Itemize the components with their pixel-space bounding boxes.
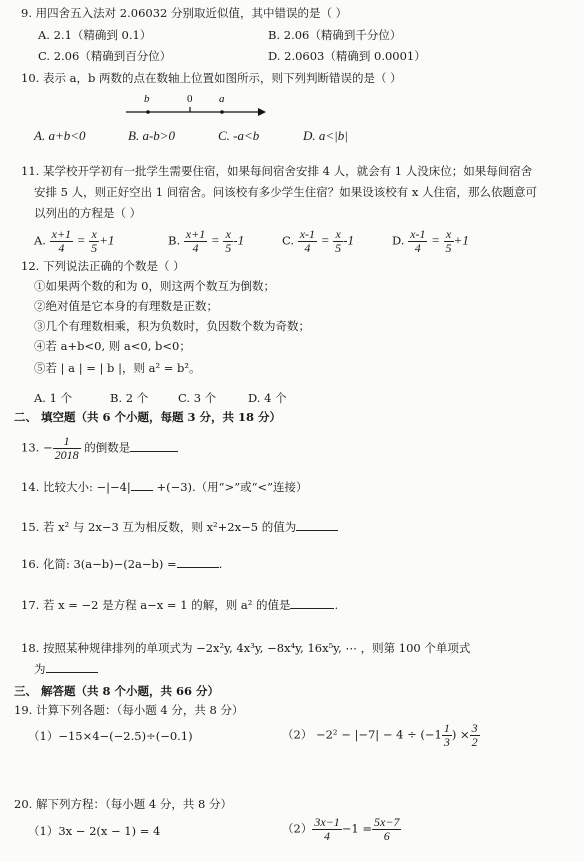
frac-tail: -1 xyxy=(343,232,354,248)
q14 xyxy=(21,478,307,495)
q17-text: 17. 若 x = −2 是方程 a−x = 1 的解，则 a² 的值是 xyxy=(21,598,291,612)
frac-num: x+1 xyxy=(51,227,72,241)
frac-num: 1 xyxy=(443,721,450,735)
q9-option-d: D. 2.0603（精确到 0.0001） xyxy=(268,49,426,63)
q11-option-b-label: B. xyxy=(168,233,181,248)
q11-option-a: A. $\frac{x+1}{4}$ = $\frac{x}{5}$ +1 xyxy=(34,227,115,255)
q11-line-3: 以列出的方程是（ ） xyxy=(34,206,142,220)
q11-line-1: 11. 某学校开学初有一批学生需要住宿，如果每间宿舍安排 4 人，就会有 1 人没床位；如果每间宿舍 xyxy=(21,164,533,178)
q12-statement-3: ③几个有理数相乘，积为负数时，负因数个数为奇数； xyxy=(34,319,310,333)
q10-option-c: C. -a<b xyxy=(218,128,260,143)
frac-num: 1 xyxy=(53,435,81,449)
q16: 16. 化简: 3(a−b)−(2a−b) = . xyxy=(21,557,223,571)
frac-den: 2 xyxy=(471,735,478,749)
q14-text-2: +(−3).（用“>”或“<”连接） xyxy=(152,480,308,494)
frac-num: 5x−7 xyxy=(374,815,400,829)
q10-stem: 10. 表示 a，b 两数的点在数轴上位置如图所示，则下列判断错误的是（ ） xyxy=(21,71,402,85)
frac-den: 4 xyxy=(192,241,199,255)
q13-text: 的倒数是 xyxy=(80,440,131,455)
q19-stem: 19. 计算下列各题：（每小题 4 分，共 8 分） xyxy=(14,703,244,717)
number-line-label-a: a xyxy=(219,93,225,105)
q12-statement-4: ④若 a+b<0, 则 a<0, b<0； xyxy=(34,339,191,353)
frac-den: 4 xyxy=(58,241,65,255)
answer-blank[interactable] xyxy=(131,478,153,491)
answer-blank[interactable] xyxy=(177,555,219,568)
q12-statement-2: ②绝对值是它本身的有理数是正数； xyxy=(34,299,218,313)
q11-option-a-label: A. xyxy=(34,233,46,248)
q19-part-2-text: （2） −2² − |−7| − 4 ÷ (−1 xyxy=(282,727,442,742)
q11-line-2: 安排 5 人，则正好空出 1 间宿舍。问该校有多少学生住宿？如果设该校有 x 人住宿，那么依题意可 xyxy=(34,185,538,199)
q20-stem: 20. 解下列方程：（每小题 4 分，共 8 分） xyxy=(14,797,232,811)
frac-den: 4 xyxy=(324,829,331,843)
q11-option-d-label: D. xyxy=(392,233,405,248)
number-line-diagram xyxy=(120,92,270,122)
frac-den: 4 xyxy=(414,241,421,255)
frac-num: x+1 xyxy=(185,227,206,241)
frac-den: 5 xyxy=(225,241,232,255)
q14-text-1: 14. 比较大小: −|−4| xyxy=(21,480,131,494)
q15-text: 15. 若 x² 与 2x−3 互为相反数，则 x²+2x−5 的值为 xyxy=(21,520,297,534)
q20-part-2-label: （2） xyxy=(282,821,313,836)
q9-option-c: C. 2.06（精确到百分位） xyxy=(38,49,172,63)
frac-num: x-1 xyxy=(299,227,316,241)
q19-part-2 xyxy=(282,722,480,749)
frac-den: 2018 xyxy=(54,448,79,462)
q19-part-2-mid: ) × xyxy=(451,727,470,742)
q11-option-c-label: C. xyxy=(282,233,295,248)
q12-statement-5: ⑤若 | a | = | b |，则 a² = b²。 xyxy=(34,361,201,375)
frac-num: x xyxy=(333,228,343,242)
q11-option-c: C. $\frac{x-1}{4}$ = $\frac{x}{5}$ -1 xyxy=(282,227,354,255)
q9-option-b: B. 2.06（精确到千分位） xyxy=(268,28,402,42)
q18-line-2 xyxy=(34,660,98,677)
frac-tail: -1 xyxy=(233,232,245,248)
q12-option-a: A. 1 个 xyxy=(34,391,73,405)
q12-option-c: C. 3 个 xyxy=(178,391,217,405)
q18-text: 为 xyxy=(34,662,46,676)
q10-option-d: D. a<|b| xyxy=(303,128,348,143)
q13 xyxy=(21,435,178,462)
frac-num: x xyxy=(89,228,99,242)
frac-num: 3x−1 xyxy=(314,815,340,829)
frac-num: x-1 xyxy=(410,227,426,241)
q15 xyxy=(21,518,338,535)
answer-blank[interactable] xyxy=(296,518,338,531)
frac-den: 6 xyxy=(383,829,390,843)
q16-text: 16. 化简: 3(a−b)−(2a−b) = xyxy=(21,557,177,571)
q11-option-b: B. $\frac{x+1}{4}$ = $\frac{x}{5}$ -1 xyxy=(168,227,245,255)
frac-den: 5 xyxy=(335,241,342,255)
frac-num: x xyxy=(223,228,233,242)
number-line-label-b: b xyxy=(144,93,150,105)
answer-blank[interactable] xyxy=(46,660,98,673)
q10-option-b: B. a-b>0 xyxy=(128,128,176,143)
frac-num: 3 xyxy=(471,721,478,735)
answer-blank[interactable] xyxy=(130,439,178,452)
frac-tail: +1 xyxy=(99,232,115,248)
q20-part-2 xyxy=(282,816,401,843)
q12-option-d: D. 4 个 xyxy=(248,391,287,405)
q17: 17. 若 x = −2 是方程 a−x = 1 的解，则 a² 的值是 . xyxy=(21,598,339,612)
q9-stem: 9. 用四舍五入法对 2.06032 分别取近似值，其中错误的是（ ） xyxy=(21,6,348,20)
q12-statement-1: ①如果两个数的和为 0，则这两个数互为倒数； xyxy=(34,279,275,293)
q12-stem: 12. 下列说法正确的个数是（ ） xyxy=(21,259,185,273)
q19-part-1: （1）−15×4−(−2.5)÷(−0.1) xyxy=(28,729,193,743)
q13-prefix: 13. − xyxy=(21,440,53,455)
q20-part-2-mid: −1 = xyxy=(341,821,373,836)
q9-option-a: A. 2.1（精确到 0.1） xyxy=(38,28,152,42)
number-line-label-0: 0 xyxy=(187,93,193,105)
q10-option-a: A. a+b<0 xyxy=(34,128,86,143)
q11-option-d: D. $\frac{x-1}{4}$ = $\frac{x}{5}$ +1 xyxy=(392,227,469,255)
answer-blank[interactable] xyxy=(290,596,334,609)
frac-den: 4 xyxy=(304,241,311,255)
frac-den: 3 xyxy=(443,735,450,749)
q18-line-1: 18. 按照某种规律排列的单项式为 −2x²y, 4x³y, −8x⁴y, 16x⁵y, ⋯ ，则第 100 个单项式 xyxy=(21,641,471,655)
q20-part-1: （1）3x − 2(x − 1) = 4 xyxy=(28,824,161,838)
frac-num: x xyxy=(444,228,454,242)
frac-den: 5 xyxy=(445,241,452,255)
section-2-heading: 二、 填空题（共 6 个小题，每题 3 分，共 18 分） xyxy=(14,410,282,424)
q12-option-b: B. 2 个 xyxy=(110,391,149,405)
frac-den: 5 xyxy=(91,241,98,255)
frac-tail: +1 xyxy=(453,232,469,248)
section-3-heading: 三、 解答题（共 8 个小题，共 66 分） xyxy=(14,684,220,698)
